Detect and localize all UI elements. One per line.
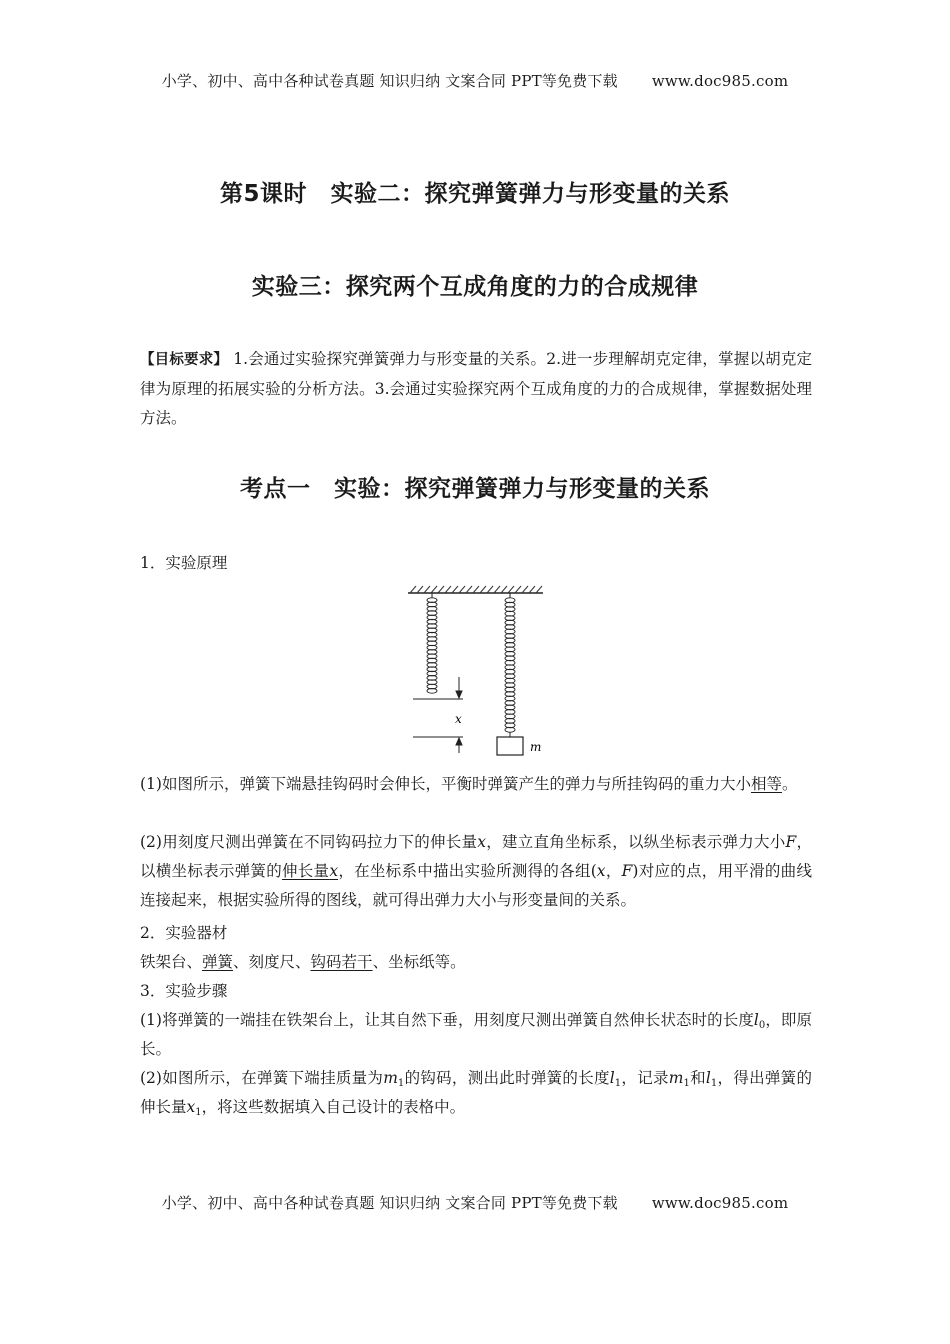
principle-p1 xyxy=(140,770,812,799)
page-subtitle: 实验三：探究两个互成角度的力的合成规律 xyxy=(251,274,699,300)
header-url[interactable]: www.doc985.com xyxy=(651,72,789,90)
label-x: x xyxy=(455,712,462,726)
footer-text: 小学、初中、高中各种试卷真题 知识归纳 文案合同 PPT等免费下载 xyxy=(161,1194,618,1212)
text: 。 xyxy=(781,775,798,793)
spring-figure xyxy=(405,585,555,765)
subscript: 0 xyxy=(758,1020,766,1031)
heading-steps: 3．实验步骤 xyxy=(140,982,228,1000)
goal-paragraph xyxy=(140,345,812,433)
var-l: l xyxy=(705,1069,711,1087)
text: ，得出弹簧的伸长量 xyxy=(140,1069,812,1116)
subscript: 1 xyxy=(614,1078,622,1089)
subscript: 1 xyxy=(710,1078,718,1089)
var-l: l xyxy=(609,1069,615,1087)
var-x: x xyxy=(477,833,486,851)
goal-text: 1.会通过实验探究弹簧弹力与形变量的关系。2.进一步理解胡克定律，掌握以胡克定律为原理的拓展实验的分析方法。3.会通过实验探究两个互成角度的力的合成规律，掌握数据处理方法。 xyxy=(140,350,813,427)
spring-right xyxy=(505,593,515,737)
text: 、坐标纸等。 xyxy=(372,953,466,971)
var-x: x xyxy=(329,862,339,880)
text: ，将这些数据填入自己设计的表格中。 xyxy=(201,1098,466,1116)
ceiling xyxy=(408,586,543,593)
text: ，在坐标系中描出实验所测得的各组( xyxy=(338,862,597,880)
text: 、刻度尺、 xyxy=(233,953,311,971)
text: )对应的点，用平滑的曲线连接起来，根据实验所得的图线，就可得出弹力大小与形变量间的关系。 xyxy=(140,862,812,909)
page-title: 第5课时 实验二：探究弹簧弹力与形变量的关系 xyxy=(219,181,730,207)
text: ，以横坐标表示弹簧的 xyxy=(140,833,812,880)
text: (2)如图所示，在弹簧下端挂质量为 xyxy=(140,1069,384,1087)
page-footer xyxy=(0,1192,950,1213)
text: ，建立直角坐标系，以纵坐标表示弹力大小 xyxy=(485,833,786,851)
mass-block xyxy=(497,737,523,755)
text: (1)如图所示，弹簧下端悬挂钩码时会伸长，平衡时弹簧产生的弹力与所挂钩码的重力大小 xyxy=(140,775,751,793)
page-header xyxy=(0,70,950,91)
text: (2)用刻度尺测出弹簧在不同钩码拉力下的伸长量 xyxy=(140,833,478,851)
section-title: 考点一 实验：探究弹簧弹力与形变量的关系 xyxy=(240,476,710,502)
var-m: m xyxy=(383,1069,398,1087)
heading-equipment: 2．实验器材 xyxy=(140,924,228,942)
heading-principle: 1．实验原理 xyxy=(140,554,228,572)
text: 的钩码，测出此时弹簧的长度 xyxy=(404,1069,610,1087)
var-F: F xyxy=(621,862,633,880)
goal-label: 【目标要求】 xyxy=(140,352,229,368)
steps-p1 xyxy=(140,1006,812,1064)
footer-url[interactable]: www.doc985.com xyxy=(651,1194,789,1212)
var-x: x xyxy=(186,1098,196,1116)
label-m: m xyxy=(530,740,542,754)
var-l: l xyxy=(753,1011,759,1029)
underlined-answer: 弹簧 xyxy=(202,953,234,971)
spring-diagram xyxy=(405,585,555,769)
text: 和 xyxy=(689,1069,706,1087)
var-F: F xyxy=(785,833,797,851)
underlined-answer: 相等 xyxy=(750,775,782,793)
text: ， xyxy=(605,862,622,880)
underlined-answer xyxy=(282,862,338,880)
subscript: 1 xyxy=(397,1078,405,1089)
subscript: 1 xyxy=(683,1078,690,1089)
equipment-text xyxy=(140,948,812,977)
text: ，即原长。 xyxy=(140,1011,812,1058)
underlined-answer: 钩码若干 xyxy=(310,953,373,971)
text: (1)将弹簧的一端挂在铁架台上，让其自然下垂，用刻度尺测出弹簧自然伸长状态时的长度 xyxy=(140,1011,754,1029)
spring-left xyxy=(427,593,437,693)
text: 伸长量 xyxy=(281,862,330,880)
subscript: 1 xyxy=(195,1107,202,1118)
var-x: x xyxy=(596,862,606,880)
header-text: 小学、初中、高中各种试卷真题 知识归纳 文案合同 PPT等免费下载 xyxy=(161,72,618,90)
text: 铁架台、 xyxy=(140,953,203,971)
text: ，记录 xyxy=(621,1069,669,1087)
var-m: m xyxy=(668,1069,684,1087)
steps-p2 xyxy=(140,1064,812,1122)
principle-p2 xyxy=(140,828,812,915)
